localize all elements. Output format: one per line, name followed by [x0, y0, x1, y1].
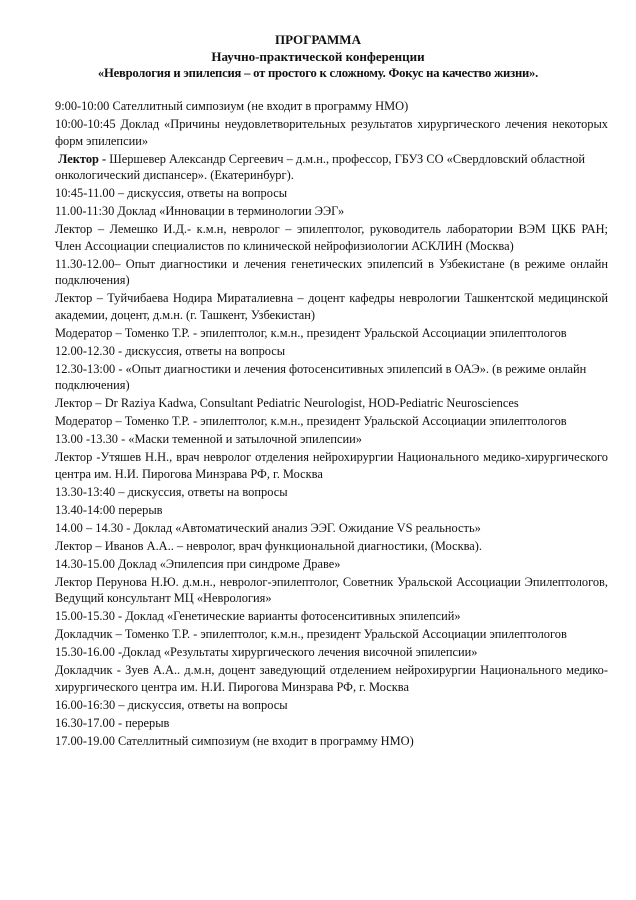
- program-item: 17.00-19.00 Сателлитный симпозиум (не входит в программу НМО): [55, 733, 414, 748]
- program-item: Докладчик – Томенко Т.Р. - эпилептолог, к.м.н., президент Уральской Ассоциации эпилептологов: [55, 627, 567, 641]
- program-item: Лектор – Лемешко И.Д.- к.м.н, невролог – эпилептолог, руководитель лаборатории ВЭМ ЦКБ РАН; Член Ассоциации специалистов по клинической нейрофизиологии АСКЛИН (Москва): [55, 222, 608, 253]
- conference-theme: «Неврология и эпилепсия – от простого к сложному. Фокус на качество жизни».: [97, 66, 539, 80]
- program-item: 9:00-10:00 Сателлитный симпозиум (не входит в программу НМО): [55, 99, 409, 113]
- program-item: 11.00-11:30 Доклад «Инновации в терминологии ЭЭГ»: [55, 204, 345, 218]
- program-item: 16.00-16:30 – дискуссия, ответы на вопросы: [55, 697, 288, 712]
- program-item: 13.00 -13.30 - «Маски теменной и затылочной эпилепсии»: [55, 432, 362, 446]
- program-item: 12.30-13:00 - «Опыт диагностики и лечения фотосенситивных эпилепсий в ОАЭ». (в режиме онлайн подключения): [55, 361, 587, 392]
- document-subtitle: Научно-практической конференции: [211, 49, 425, 64]
- lecturer-label: Лектор -: [58, 151, 107, 166]
- program-item: Лектор – Dr Raziya Kadwa, Consultant Pediatric Neurologist, HOD-Pediatric Neurosciences: [55, 396, 519, 410]
- program-item: Лектор – Иванов А.А.. – невролог, врач функциональной диагностики, (Москва).: [55, 538, 483, 553]
- program-body: [55, 98, 608, 751]
- program-item: 11.30-12.00– Опыт диагностики и лечения генетических эпилепсий в Узбекистане (в режиме онлайн подключения): [55, 256, 608, 287]
- program-item: Лектор – Туйчибаева Нодира Мираталиевна – доцент кафедры неврологии Ташкентской медицинской академии, доцент, д.м.н. (г. Ташкент, Узбекистан): [55, 291, 608, 322]
- program-item: Лектор -Утяшев Н.Н., врач невролог отделения нейрохирургии Национального медико-хирургического центра им. Н.И. Пирогова Минзрава РФ, г. Москва: [55, 450, 608, 481]
- program-item: 10:00-10:45 Доклад «Причины неудовлетворительных результатов хирургического лечения некоторых форм эпилепсии»: [55, 117, 608, 148]
- program-item: Докладчик - Зуев А.А.. д.м.н, доцент заведующий отделением нейрохирургии Национального медико-хирургического центра им. Н.И. Пирогова Минзрава РФ, г. Москва: [55, 663, 608, 694]
- program-item: 15.00-15.30 - Доклад «Генетические варианты фотосенситивных эпилепсий»: [55, 609, 461, 623]
- document-header: [0, 31, 636, 82]
- document-title: ПРОГРАММА: [275, 32, 361, 47]
- program-item: 10:45-11.00 – дискуссия, ответы на вопросы: [55, 186, 288, 200]
- program-item: 13.30-13:40 – дискуссия, ответы на вопросы: [55, 484, 288, 499]
- program-item: [55, 151, 608, 184]
- program-item: 14.30-15.00 Доклад «Эпилепсия при синдроме Драве»: [55, 556, 341, 571]
- program-item: Модератор – Томенко Т.Р. - эпилептолог, к.м.н., президент Уральской Ассоциации эпилептологов: [55, 414, 567, 428]
- program-item: 12.00-12.30 - дискуссия, ответы на вопросы: [55, 343, 286, 358]
- program-item: Лектор Перунова Н.Ю. д.м.н., невролог-эпилептолог, Советник Уральской Ассоциации Эпилептологов, Ведущий консультант МЦ «Неврология»: [55, 574, 608, 605]
- program-item: Модератор – Томенко Т.Р. - эпилептолог, к.м.н., президент Уральской Ассоциации эпилептологов: [55, 325, 567, 340]
- program-item: 15.30-16.00 -Доклад «Результаты хирургического лечения височной эпилепсии»: [55, 645, 478, 659]
- program-item: 13.40-14:00 перерыв: [55, 502, 163, 517]
- lecturer-details: Шершевер Александр Сергеевич – д.м.н., профессор, ГБУЗ СО «Свердловский областной онкологический диспансер». (Екатеринбург).: [55, 151, 586, 182]
- program-item: 14.00 – 14.30 - Доклад «Автоматический анализ ЭЭГ. Ожидание VS реальность»: [55, 520, 481, 535]
- program-item: 16.30-17.00 - перерыв: [55, 715, 170, 730]
